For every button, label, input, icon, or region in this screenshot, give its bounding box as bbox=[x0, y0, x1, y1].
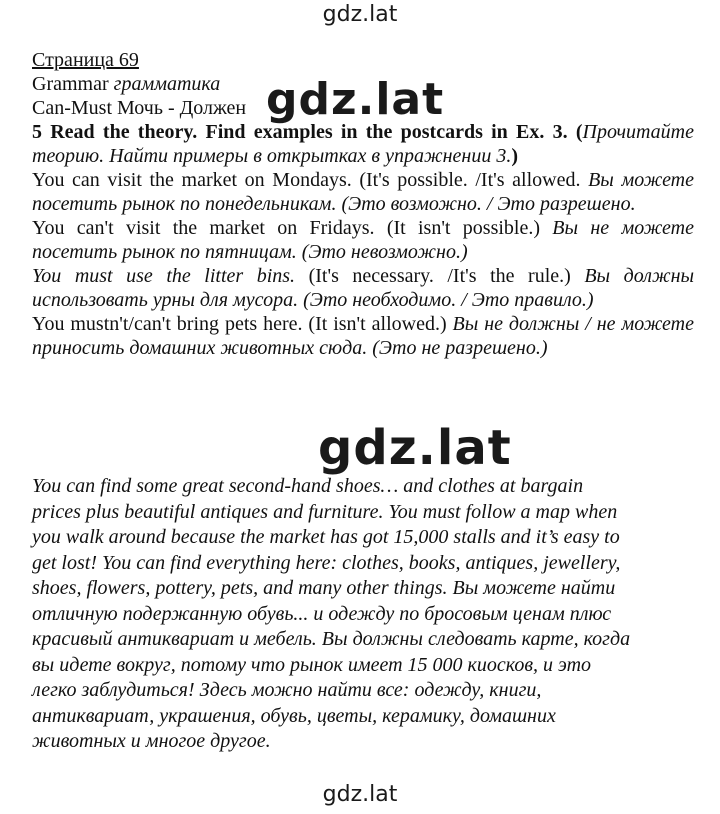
postcard-line: prices plus beautiful antiques and furniture. You must follow a map when bbox=[32, 500, 618, 523]
postcard-line: животных и многое другое. bbox=[32, 730, 271, 752]
postcard-line: вы идете вокруг, потому что рынок имеет 15 000 киосков, и это bbox=[32, 653, 592, 676]
example-4: You mustn't/can't bring pets here. (It isn't allowed.) Вы не должны / не можете приносить домашних животных сюда. (Это не разрешено.) bbox=[32, 313, 694, 359]
page-title: Страница 69 bbox=[32, 49, 139, 71]
task-instruction: 5 Read the theory. Find examples in the postcards in Ex. 3. (Прочитайте теорию. Найти примеры в открытках в упражнении 3.) bbox=[32, 121, 694, 167]
grammar-line: Grammar грамматика bbox=[32, 73, 221, 95]
watermark-top: gdz.lat bbox=[322, 2, 398, 27]
example-1: You can visit the market on Mondays. (It's possible. /It's allowed. Вы можете посетить рынок по понедельникам. (Это возможно. / Это разрешено. bbox=[32, 169, 695, 215]
postcard-line: you walk around because the market has got 15,000 stalls and it’s easy to bbox=[32, 526, 620, 548]
watermark-middle-2: gdz.lat bbox=[318, 420, 512, 476]
example-3: You must use the litter bins. (It's necessary. /It's the rule.) Вы должны использовать урны для мусора. (Это необходимо. / Это правило.) bbox=[32, 265, 695, 311]
postcard-line: отличную подержанную обувь... и одежду по бросовым ценам плюс bbox=[32, 602, 612, 625]
postcard-line: get lost! You can find everything here: clothes, books, antiques, jewellery, bbox=[32, 551, 621, 574]
postcard-line: легко заблудиться! Здесь можно найти все: одежду, книги, bbox=[32, 679, 542, 701]
postcard-line: антиквариат, украшения, обувь, цветы, керамику, домашних bbox=[32, 704, 556, 727]
watermark-bottom: gdz.lat bbox=[322, 782, 398, 807]
postcard-line: shoes, flowers, pottery, pets, and many other things. Вы можете найти bbox=[32, 577, 616, 599]
postcard-text bbox=[32, 474, 682, 755]
postcard-line: красивый антиквариат и мебель. Вы должны следовать карте, когда bbox=[32, 628, 631, 650]
topic-line: Can-Must Мочь - Должен bbox=[32, 97, 247, 119]
example-2: You can't visit the market on Fridays. (It isn't possible.) Вы не можете посетить рынок по пятницам. (Это невозможно.) bbox=[32, 217, 694, 263]
watermark-middle-1: gdz.lat bbox=[266, 74, 445, 125]
postcard-line: You can find some great second-hand shoes… and clothes at bargain bbox=[32, 475, 584, 497]
